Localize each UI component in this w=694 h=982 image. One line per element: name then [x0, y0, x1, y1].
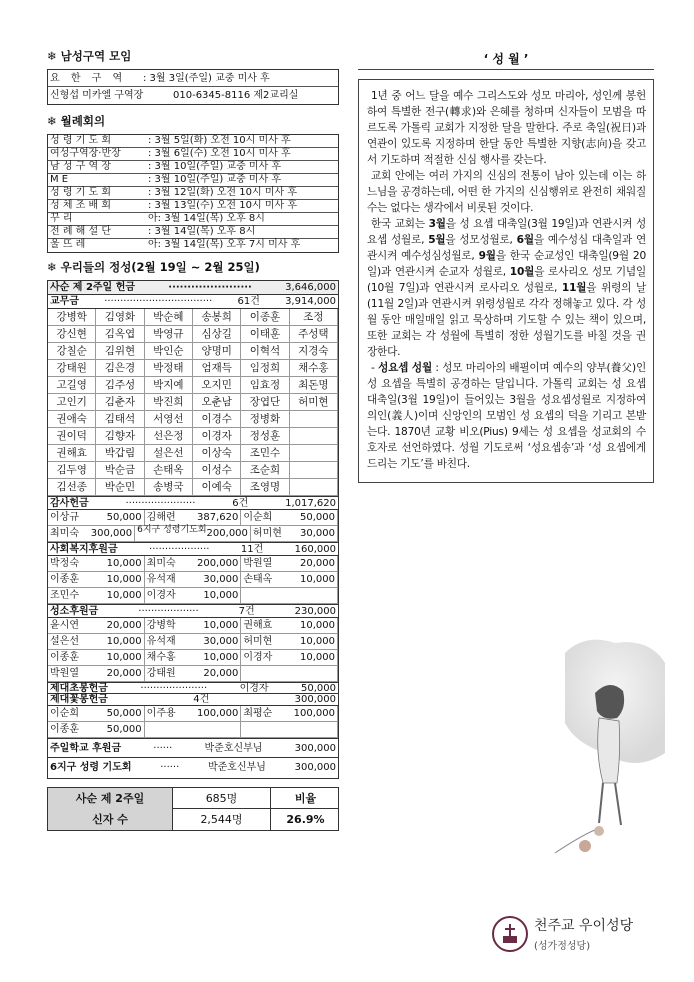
- donor-name-cell: [290, 428, 338, 445]
- donation-amount: 20,000: [203, 668, 239, 679]
- donor-name: 이종훈: [50, 652, 79, 663]
- donor-name-cell: 오지민: [193, 377, 241, 394]
- donor-name: 이경자: [146, 590, 176, 601]
- donor-name-cell: 김주성: [96, 377, 144, 394]
- flower-icon: ❄: [47, 260, 57, 274]
- donation-cell: [145, 650, 242, 666]
- education-head: 교무금 ·································· 61건 3,914,000: [48, 295, 338, 309]
- donation-cell: [48, 634, 145, 650]
- donor-name-cell: 김향자: [96, 428, 144, 445]
- donation-amount: 50,000: [299, 512, 335, 523]
- donor-name-cell: 조정: [290, 309, 338, 326]
- donor-name-cell: 박순혜: [145, 309, 193, 326]
- table-row: [48, 588, 338, 604]
- left-column: [47, 48, 339, 831]
- donation-amount: 20,000: [299, 558, 335, 569]
- donor-name-cell: 박진희: [145, 394, 193, 411]
- donor-name-cell: 조순희: [241, 462, 289, 479]
- donor-name: 이순희: [50, 708, 79, 719]
- table-row: 꾸 리 아: 3월 14일(목) 오후 8시: [48, 213, 338, 226]
- donation-amount: 10,000: [106, 652, 142, 663]
- donor-name: 조민수: [50, 590, 79, 601]
- donation-cell: [241, 706, 338, 722]
- donation-cell: [241, 588, 338, 604]
- donation-amount: 10,000: [203, 652, 239, 663]
- table-row: [48, 510, 338, 526]
- donor-name-cell: 고길영: [48, 377, 96, 394]
- donor-name-cell: 정성훈: [241, 428, 289, 445]
- donation-amount: 10,000: [299, 620, 335, 631]
- donation-amount: 100,000: [293, 708, 335, 719]
- table-row: [48, 650, 338, 666]
- donor-name-cell: 이경수: [193, 411, 241, 428]
- donation-cell: [145, 572, 242, 588]
- donor-name-cell: 박순민: [96, 479, 144, 496]
- table-row: [48, 618, 338, 634]
- parish-name: 천주교 우이성당: [534, 918, 634, 934]
- donor-name-cell: 박지예: [145, 377, 193, 394]
- donor-name-cell: [290, 411, 338, 428]
- donor-name-cell: 주성택: [290, 326, 338, 343]
- table-row: M E : 3월 10일(주일) 교중 미사 후: [48, 174, 338, 187]
- donation-amount: 10,000: [299, 574, 335, 585]
- donation-amount: 300,000: [90, 528, 133, 539]
- donor-name: 박원열: [243, 558, 273, 569]
- donor-name: 이상규: [50, 512, 79, 523]
- donor-name-cell: 이종훈: [241, 309, 289, 326]
- donor-name-cell: 김춘자: [96, 394, 144, 411]
- illustration-image: [555, 633, 673, 858]
- donor-name-cell: 임효정: [241, 377, 289, 394]
- donor-name-cell: 송봉희: [193, 309, 241, 326]
- donation-cell: [48, 650, 145, 666]
- donor-name-cell: 이태훈: [241, 326, 289, 343]
- donor-name-cell: 양명미: [193, 343, 241, 360]
- thanks-rows: [48, 510, 338, 542]
- donation-cell: [48, 618, 145, 634]
- thanks-head: 감사헌금 ······················ 6건 1,017,620: [50, 498, 336, 509]
- summary-row: 신자 수 2,544명 26.9%: [48, 809, 338, 830]
- donor-name-cell: 이상숙: [193, 445, 241, 462]
- donation-cell: [48, 722, 145, 738]
- donor-name-cell: 김영화: [96, 309, 144, 326]
- donor-name-cell: 정병화: [241, 411, 289, 428]
- donation-amount: 10,000: [299, 652, 335, 663]
- donor-name-cell: 지경숙: [290, 343, 338, 360]
- altar-candle-head: 제대초봉헌금 ····················· 이경자 50,000: [48, 682, 338, 694]
- donor-name-cell: 서영선: [145, 411, 193, 428]
- donor-name: 이주용: [146, 708, 176, 719]
- welfare-rows: [48, 556, 338, 604]
- donor-name-cell: 박정태: [145, 360, 193, 377]
- essay-paragraph-4: - 성요셉 성월 : 성모 마리아의 배필이며 예수의 양부(養父)인 성 요셉을 특별히 공경하는 달입니다. 가톨릭 교회는 성 요셉 대축일(3월 19일)이 들어있는 3월을 성요셉성월로 지정하여 의인(義人)이며 신앙인의 모범인 성 요셉의 덕을 기리고 본받는다. 1870년 교황 비오(Pius) 9세는 성 요셉을 성교회의 수호자로 선언하였다. 성월 기도로써 ‘성요셉송’과 ‘성 요셉에게 드리는 기도’를 바친다.: [367, 362, 646, 470]
- altar-flower-head: 제대꽃봉헌금 4건 300,000: [48, 694, 338, 706]
- donation-amount: 10,000: [106, 590, 142, 601]
- donation-amount: 50,000: [106, 512, 142, 523]
- donor-name-cell: 엄재득: [193, 360, 241, 377]
- donation-cell: [241, 572, 338, 588]
- donation-amount: 30,000: [203, 574, 239, 585]
- donor-name-cell: 김태석: [96, 411, 144, 428]
- donation-amount: 200,000: [206, 528, 248, 539]
- offering-table: [47, 280, 339, 779]
- donor-name: 강병학: [146, 620, 176, 631]
- donation-cell: [145, 706, 242, 722]
- donation-amount: 50,000: [106, 724, 142, 735]
- seongso-head: 성소후원금 ··················· 7건 230,000: [48, 604, 338, 618]
- donor-name: 6지구 성령기도회: [137, 525, 207, 535]
- donation-cell: [48, 526, 135, 542]
- donor-name-cell: 박영규: [145, 326, 193, 343]
- donor-name-cell: 김선종: [48, 479, 96, 496]
- donor-name: 박원열: [50, 668, 79, 679]
- donation-cell: [145, 588, 242, 604]
- offering-title: ❄ 우리들의 정성(2월 19일 ~ 2월 25일): [47, 260, 260, 274]
- donation-amount: 387,620: [196, 512, 239, 523]
- donation-cell: [48, 510, 145, 526]
- donor-name-cell: 김위현: [96, 343, 144, 360]
- table-row: [48, 666, 338, 682]
- donor-name: 권해효: [243, 620, 273, 631]
- donation-cell: [251, 526, 338, 542]
- altar-flower-rows: [48, 706, 338, 738]
- donor-name-cell: 김옥엽: [96, 326, 144, 343]
- table-row: [48, 706, 338, 722]
- donation-cell: [145, 722, 242, 738]
- sunday-offering-row: 사순 제 2주일 헌금 ······················ 3,646,000: [48, 281, 338, 295]
- donor-name-cell: [290, 462, 338, 479]
- table-row: 남 성 구 역 장 : 3월 10일(주일) 교중 미사 후: [48, 161, 338, 174]
- donor-name: 허미현: [243, 636, 273, 647]
- donor-name: 손태옥: [243, 574, 273, 585]
- welfare-head: 사회복지후원금 ··················· 11건 160,000: [50, 544, 336, 555]
- donor-name-cell: 조민수: [241, 445, 289, 462]
- donor-name: 이순희: [243, 512, 273, 523]
- donor-name: 이종훈: [50, 574, 79, 585]
- donor-name-cell: [290, 445, 338, 462]
- donor-name-cell: 이성수: [193, 462, 241, 479]
- donor-name-cell: 강태원: [48, 360, 96, 377]
- essay-body: 1년 중 어느 달을 예수 그리스도와 성모 마리아, 성인께 봉헌하여 특별한 전구(轉求)와 은혜를 청하며 신자들이 모범을 따르도록 가톨릭 교회가 지정한 달을 말한다. 주로 축일(祝日)과 연관이 있도록 지정하며 한달 동안 특별한 지향(志向)을 갖고서 기도하며 적절한 신심 행사를 갖는다. 교회 안에는 여러 가지의 신심의 전통이 남아 있는데 이는 하느님을 공경하는데, 어떤 한 가지의 신심행위로 완전히 채워질 수는 없다는 생각에서 비롯된 것이다. 한국 교회는 3월을 성 요셉 대축일(3월 19일)과 연관시켜 성 요셉 성월로, 5월을 성모성월로, 6월을 예수성심 대축일과 연관시켜 예수성심성월로, 9월을 한국 순교성인 대축일(9월 20일)과 연관시켜 순교자 성월로, 10월을 로사리오 성모 기념일(10월 7일)과 연관시켜 로사리오 성월로, 11월을 위령의 날(11월 2일)과 연관시켜 위령성월로 각각 정해놓고 있다. 각 성월 동안 매일매일 읽고 묵상하며 기도할 수 있는 책이 있으며, 또한 교회는 각 성월에 특별히 정한 성월기도를 바칠 것을 권장한다. - 성요셉 성월 : 성모 마리아의 배필이며 예수의 양부(養父)인 성 요셉을 특별히 공경하는 달입니다. 가톨릭 교회는 성 요셉 대축일(3월 19일)이 들어있는 3월을 성요셉성월로 지정하여 의인(義人)이며 신앙인의 모범인 성 요셉의 덕을 기리고 본받는다. 1870년 교황 비오(Pius) 9세는 성 요셉을 성교회의 수호자로 선언하였다. 성월 기도로써 ‘성요셉송’과 ‘성 요셉에게 드리는 기도’를 바친다.: [358, 79, 654, 483]
- parish-seal-icon: [492, 916, 528, 952]
- donation-amount: 200,000: [196, 558, 239, 569]
- donation-amount: 10,000: [299, 636, 335, 647]
- donor-name-cell: 김두영: [48, 462, 96, 479]
- donor-name-cell: 심상길: [193, 326, 241, 343]
- table-row: 요 한 구 역 : 3월 3일(주일) 교중 미사 후: [48, 70, 338, 87]
- donation-amount: 10,000: [106, 558, 142, 569]
- donation-cell: [145, 510, 242, 526]
- donor-name-cell: 최돈명: [290, 377, 338, 394]
- men-group-table: [47, 69, 339, 105]
- donor-name-cell: 강병학: [48, 309, 96, 326]
- donation-amount: 10,000: [106, 574, 142, 585]
- donation-cell: [48, 588, 145, 604]
- flower-icon: ❄: [47, 114, 57, 128]
- donor-name-cell: 박순금: [96, 462, 144, 479]
- donor-name: 김해련: [146, 512, 176, 523]
- donation-cell: [241, 556, 338, 572]
- right-column: [358, 48, 654, 483]
- seongso-rows: [48, 618, 338, 682]
- donor-name-cell: 임정희: [241, 360, 289, 377]
- donor-name-cell: 권이덕: [48, 428, 96, 445]
- donation-cell: [241, 510, 338, 526]
- donor-name-cell: 고인기: [48, 394, 96, 411]
- donor-name-cell: 권해효: [48, 445, 96, 462]
- education-names: [48, 309, 338, 496]
- donation-amount: 100,000: [196, 708, 239, 719]
- donor-name-cell: 이예숙: [193, 479, 241, 496]
- donation-cell: [145, 666, 242, 682]
- summary-row: 사순 제 2주일 685명 비율: [48, 788, 338, 809]
- donation-cell: [48, 572, 145, 588]
- table-row: 전 례 해 설 단 : 3월 14일(목) 오후 8시: [48, 226, 338, 239]
- donation-amount: 10,000: [203, 620, 239, 631]
- district-row: 6지구 성령 기도회 ······ 박준호신부님 300,000: [50, 762, 336, 773]
- parish-subname: (성가정성당): [534, 941, 591, 952]
- table-row: 신형섭 미카엘 구역장 010-6345-8116 제2교리실: [50, 90, 299, 101]
- table-row: 성 령 기 도 회 : 3월 12일(화) 오전 10시 미사 후: [48, 187, 338, 200]
- donor-name-cell: 선은정: [145, 428, 193, 445]
- donation-amount: 10,000: [106, 636, 142, 647]
- donation-cell: [145, 634, 242, 650]
- table-row: 울 뜨 레 아: 3월 14일(목) 오후 7시 미사 후: [50, 239, 301, 250]
- donor-name-cell: 박인순: [145, 343, 193, 360]
- donation-cell: [241, 666, 338, 682]
- donor-name-cell: 설은선: [145, 445, 193, 462]
- table-row: 성 령 기 도 회 : 3월 5일(화) 오전 10시 미사 후: [48, 135, 338, 148]
- donation-amount: 20,000: [106, 620, 142, 631]
- donor-name-cell: 김은경: [96, 360, 144, 377]
- donor-name-cell: 이경자: [193, 428, 241, 445]
- table-row: 여성구역장·반장 : 3월 6일(수) 오전 10시 미사 후: [48, 148, 338, 161]
- donor-name-cell: 이혁석: [241, 343, 289, 360]
- donation-amount: 30,000: [300, 528, 335, 539]
- donor-name-cell: 허미현: [290, 394, 338, 411]
- donation-cell: [135, 526, 251, 542]
- donor-name-cell: 강신현: [48, 326, 96, 343]
- donor-name-cell: 채수홍: [290, 360, 338, 377]
- essay-title: ‘ 성 월 ’: [358, 48, 654, 70]
- donor-name: 강태원: [146, 668, 176, 679]
- donation-cell: [241, 634, 338, 650]
- donor-name-cell: 오춘남: [193, 394, 241, 411]
- essay-paragraph-3: 한국 교회는 3월을 성 요셉 대축일(3월 19일)과 연관시켜 성 요셉 성월로, 5월을 성모성월로, 6월을 예수성심 대축일과 연관시켜 예수성심성월로, 9월을 한국 순교성인 대축일(9월 20일)과 연관시켜 순교자 성월로, 10월을 로사리오 성모 기념일(10월 7일)과 연관시켜 로사리오 성월로, 11월을 위령의 날(11월 2일)과 연관시켜 위령성월로 각각 정해놓고 있다. 각 성월 동안 매일매일 읽고 묵상하며 기도할 수 있는 책이 있으며, 또한 교회는 각 성월에 특별히 정한 성월기도를 바칠 것을 권장한다.: [367, 218, 646, 358]
- donation-amount: 20,000: [106, 668, 142, 679]
- donor-name-cell: 권애숙: [48, 411, 96, 428]
- donor-name: 최평순: [243, 708, 273, 719]
- donor-name-cell: 장엽단: [241, 394, 289, 411]
- monthly-title: ❄ 월례회의: [47, 114, 106, 128]
- donor-name: 허미현: [252, 528, 282, 539]
- table-row: 성 체 조 배 회 : 3월 13일(수) 오전 10시 미사 후: [48, 200, 338, 213]
- donation-cell: [48, 666, 145, 682]
- table-row: [48, 526, 338, 542]
- donor-name: 유석재: [146, 636, 176, 647]
- table-row: [48, 572, 338, 588]
- table-row: [48, 634, 338, 650]
- flower-icon: ❄: [47, 49, 57, 63]
- donation-cell: [48, 556, 145, 572]
- donor-name: 채수홍: [146, 652, 176, 663]
- donation-cell: [48, 706, 145, 722]
- donor-name: 최미숙: [50, 528, 79, 539]
- donor-name-cell: 조영명: [241, 479, 289, 496]
- donor-name-cell: [290, 479, 338, 496]
- men-group-title: ❄ 남성구역 모임: [47, 49, 132, 63]
- school-row: 주일학교 후원금 ······ 박준호신부님 300,000: [48, 738, 338, 758]
- table-row: [48, 722, 338, 738]
- attendance-summary: [47, 787, 339, 831]
- donor-name: 최미숙: [146, 558, 176, 569]
- donor-name-cell: 강칠순: [48, 343, 96, 360]
- donation-amount: 50,000: [106, 708, 142, 719]
- parish-logo: [492, 915, 633, 952]
- monthly-table: [47, 134, 339, 253]
- donation-amount: 10,000: [203, 590, 239, 601]
- donation-cell: [241, 650, 338, 666]
- donor-name-cell: 박갑림: [96, 445, 144, 462]
- donation-cell: [145, 556, 242, 572]
- donor-name: 설은선: [50, 636, 79, 647]
- donation-cell: [241, 618, 338, 634]
- donation-amount: 30,000: [203, 636, 239, 647]
- donation-cell: [145, 618, 242, 634]
- donor-name-cell: 송병국: [145, 479, 193, 496]
- donor-name: 윤시연: [50, 620, 79, 631]
- donation-cell: [241, 722, 338, 738]
- donor-name: 이종훈: [50, 724, 79, 735]
- table-row: [48, 556, 338, 572]
- donor-name: 유석재: [146, 574, 176, 585]
- donor-name-cell: 손태옥: [145, 462, 193, 479]
- donor-name: 이경자: [243, 652, 273, 663]
- donor-name: 박정숙: [50, 558, 79, 569]
